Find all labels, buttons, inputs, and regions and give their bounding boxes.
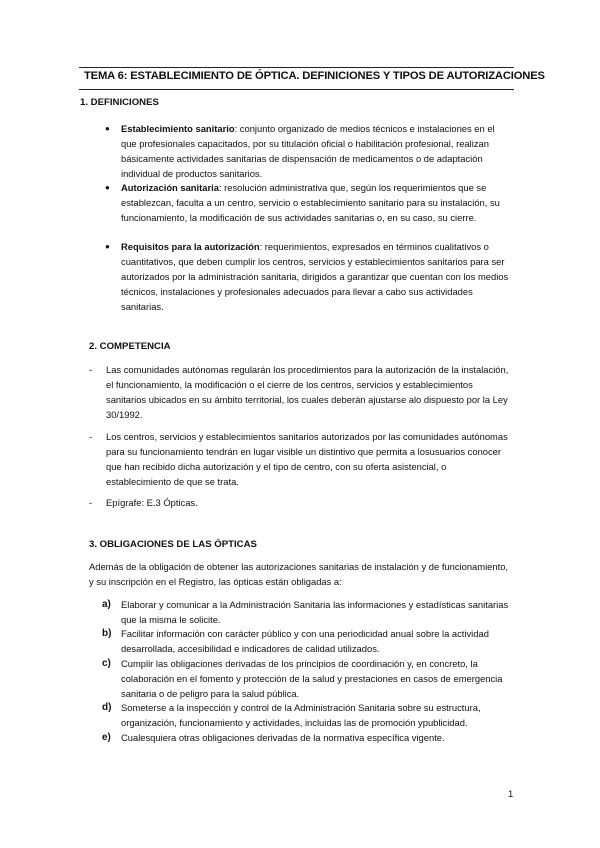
title-top-rule bbox=[79, 67, 514, 68]
definition-term: Autorización sanitaria bbox=[121, 182, 219, 193]
dash-marker: - bbox=[89, 431, 93, 442]
document-title: TEMA 6: ESTABLECIMIENTO DE ÓPTICA. DEFINICIONES Y TIPOS DE AUTORIZACIONES bbox=[84, 70, 545, 82]
obligacion-item: Facilitar información con carácter público y con una periodicidad anual sobre la actividad desarrollada, accesibilidad e indicadores de calidad utilizados. bbox=[121, 628, 489, 654]
obligacion-item: Cumplir las obligaciones derivadas de los principios de coordinación y, en concreto, la colaboración en el fomento y protección de la salud y prestaciones en casos de emergencia sanitaria o de peligro para la salud pública. bbox=[121, 658, 503, 699]
page-number: 1 bbox=[508, 789, 514, 800]
obligacion-item: Cualesquiera otras obligaciones derivadas de la normativa específica vigente. bbox=[121, 732, 445, 743]
list-letter: d) bbox=[102, 702, 112, 713]
section-heading-competencia: 2. COMPETENCIA bbox=[89, 341, 171, 352]
bullet-icon: ● bbox=[105, 242, 110, 251]
dash-marker: - bbox=[89, 497, 93, 508]
title-bottom-rule bbox=[79, 89, 514, 90]
dash-marker: - bbox=[89, 364, 93, 375]
section-heading-definiciones: 1. DEFINICIONES bbox=[80, 97, 159, 108]
list-letter: a) bbox=[102, 599, 111, 610]
competencia-item: Epígrafe: E.3 Ópticas. bbox=[106, 497, 198, 508]
definition-term: Establecimiento sanitario bbox=[121, 123, 235, 134]
definition-text: : resolución administrativa que, según los requerimientos que se establezcan, faculta a un centro, servicio o establecimiento sanitario para su instalación, su funcionamiento, la modificación de sus actividades sanitarias o, en su caso, su cierre. bbox=[121, 182, 500, 223]
definition-item bbox=[121, 239, 511, 314]
definition-term: Requisitos para la autorización bbox=[121, 241, 260, 252]
definition-text: : conjunto organizado de medios técnicos e instalaciones en el que profesionales capacitados, por su titulación oficial o habilitación profesional, realizan básicamente actividades sanitarias de dispensación de medicamentos o de adaptación individual de productos sanitarios. bbox=[121, 123, 495, 179]
obligacion-item: Elaborar y comunicar a la Administración Sanitaria las informaciones y estadísticas sanitarias que la misma le solicite. bbox=[121, 599, 509, 625]
list-letter: c) bbox=[102, 658, 111, 669]
definition-item bbox=[121, 180, 511, 225]
bullet-icon: ● bbox=[105, 124, 110, 133]
definition-text: : requerimientos, expresados en términos cualitativos o cuantitativos, que deben cumplir los centros, servicios y establecimientos sanitarios para ser autorizados por la administración sanitaria, dirigidos a garantizar que cuentan con los medios técnicos, instalaciones y profesionales adecuados para llevar a cabo sus actividades sanitarias. bbox=[121, 241, 509, 312]
list-letter: b) bbox=[102, 628, 112, 639]
competencia-item: Los centros, servicios y establecimientos sanitarios autorizados por las comunidades autónomas para su funcionamiento tendrán en lugar visible un distintivo que permita a losusuarios conocer que han recibido dicha autorización y el tipo de centro, con su oferta asistencial, o establecimiento de que se trata. bbox=[106, 431, 508, 487]
obligacion-item: Someterse a la inspección y control de la Administración Sanitaria sobre su estructura, organización, funcionamiento y actividades, incluidas las de promoción ypublicidad. bbox=[121, 702, 481, 728]
list-letter: e) bbox=[102, 732, 111, 743]
definition-item bbox=[121, 121, 511, 181]
competencia-item: Las comunidades autónomas regularán los procedimientos para la autorización de la instalación, el funcionamiento, la modificación o el cierre de los centros, servicios y establecimientos sanitarios ubicados en su ámbito territorial, los cuales deberán ajustarse alo dispuesto por la Ley 30/1992. bbox=[106, 364, 509, 420]
obligaciones-intro: Además de la obligación de obtener las autorizaciones sanitarias de instalación y de funcionamiento, y su inscripción en el Registro, las ópticas están obligadas a: bbox=[89, 561, 509, 587]
section-heading-obligaciones: 3. OBLIGACIONES DE LAS ÓPTICAS bbox=[89, 539, 257, 550]
bullet-icon: ● bbox=[105, 183, 110, 192]
